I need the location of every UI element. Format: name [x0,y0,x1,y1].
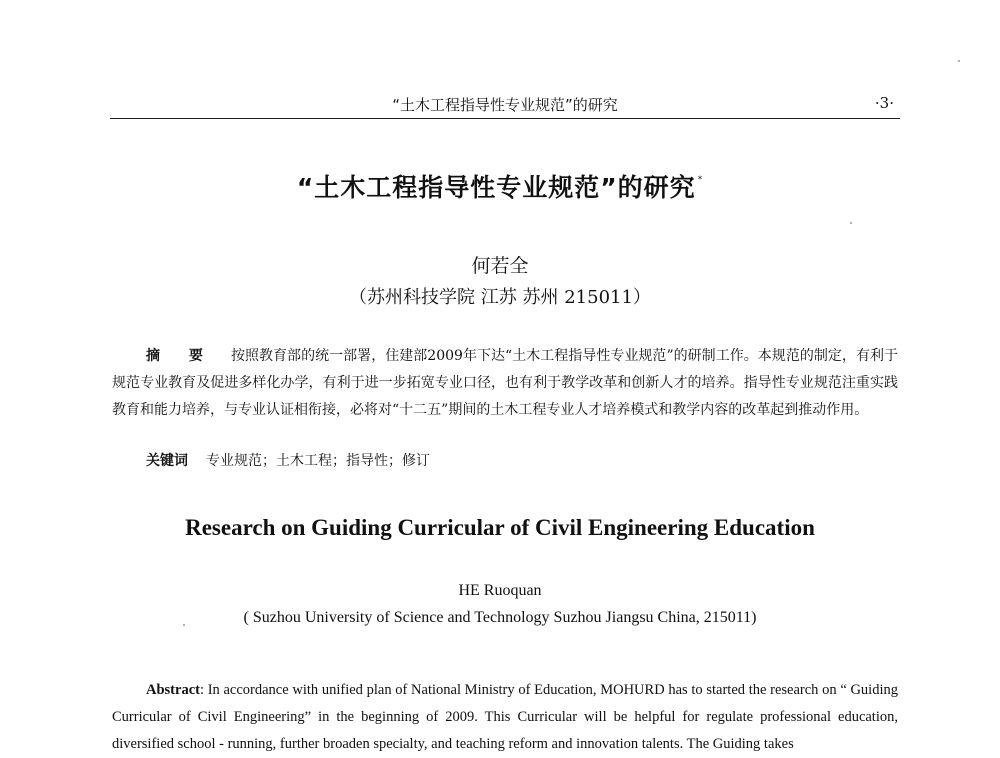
running-header [110,92,900,119]
chinese-abstract-label: 摘 要 [146,348,215,364]
english-abstract-text: : In accordance with unified plan of National Ministry of Education, MOHURD has to started the research on “ Guiding Curricular of Civil Engineering” in the beginning of 2009. This Curricular will be helpful for regulate professional education, diversified school - running, further broaden specialty, and teaching reform and innovation talents. The Guiding takes [112,682,898,752]
chinese-keywords [146,450,430,470]
chinese-affiliation: （苏州科技学院 江苏 苏州 215011） [349,287,651,308]
chinese-title-text: “土木工程指导性专业规范”的研究 [296,173,696,202]
chinese-author: 何若全 [471,255,529,277]
chinese-keywords-label: 关键词 [146,453,188,469]
chinese-keywords-text: 专业规范；土木工程；指导性；修订 [206,453,430,469]
english-abstract [112,677,898,758]
chinese-abstract-text: 按照教育部的统一部署，住建部2009年下达“土木工程指导性专业规范”的研制工作。本规范的制定，有利于规范专业教育及促进多样化办学，有利于进一步拓宽专业口径，也有利于教学改革和创新人才的培养。指导性专业规范注重实践教育和能力培养，与专业认证相衔接，必将对“十二五”期间的土木工程专业人才培养模式和教学内容的改革起到推动作用。 [112,348,898,418]
running-header-title: “土木工程指导性专业规范”的研究 [392,96,618,114]
english-author: HE Ruoquan [458,582,542,599]
english-title: Research on Guiding Curricular of Civil Engineering Education [185,515,815,540]
title-footnote-mark: * [697,175,704,185]
scan-speck [850,222,852,224]
english-affiliation: ( Suzhou University of Science and Technology Suzhou Jiangsu China, 215011) [243,609,757,626]
english-abstract-label: Abstract [146,682,200,698]
scan-speck [958,60,960,62]
scan-speck [183,624,185,626]
chinese-title [0,168,1000,204]
page-number: ·3· [874,94,894,112]
chinese-abstract [112,343,898,424]
